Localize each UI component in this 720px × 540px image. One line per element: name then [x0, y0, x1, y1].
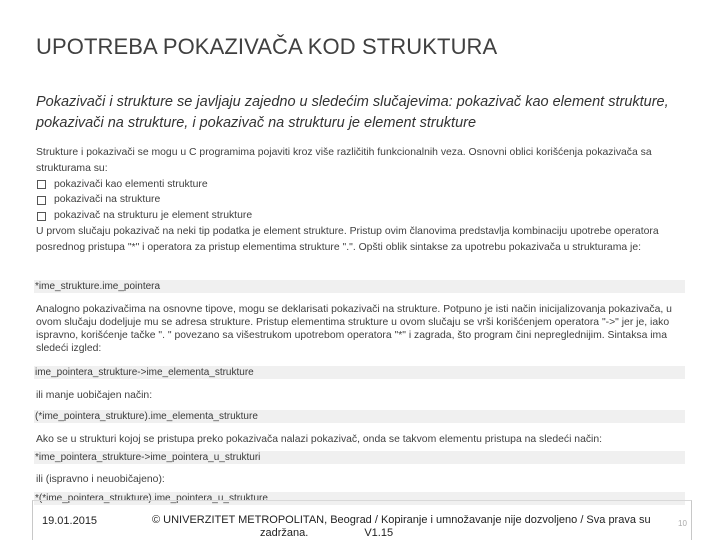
first-case-text: U prvom slučaju pokazivač na neki tip podatka je element strukture. Pristup ovim članovima predstavlja kombinaciju upotrebe operatora posrednog pristupa "*" i operatora za pristup elementima strukture ".". Opšti oblik sintakse za upotrebu pokazivača u strukturama je: [36, 225, 659, 253]
copyright-line-1: © UNIVERZITET METROPOLITAN, Beograd / Kopiranje i umnožavanje nije dozvoljeno / Sva prava su [152, 514, 651, 526]
slide-title: UPOTREBA POKAZIVAČA KOD STRUKTURA [36, 34, 498, 59]
code-snippet-5: *(*ime_pointera_strukture).ime_pointera_u_strukture [34, 492, 685, 505]
code-snippet-3: (*ime_pointera_strukture).ime_elementa_strukture [34, 410, 685, 423]
slide-subtitle: Pokazivači i strukture se javljaju zajedno u sledećim slučajevima: pokazivač kao element strukture, pokazivači na strukture, i pokazivač na strukturu je element strukture [36, 94, 669, 131]
code-snippet-1: *ime_strukture.ime_pointera [34, 280, 685, 293]
version-label: V1.15 [364, 527, 394, 539]
nested-text: Ako se u strukturi kojoj se pristupa preko pokazivača nalazi pokazivač, onda se takvom elementu pristupa na sledeći način: [36, 434, 603, 445]
list-item-label: pokazivači kao elementi strukture [54, 178, 208, 190]
list-item-label: pokazivač na strukturu je element strukture [54, 210, 253, 222]
footer-date: 19.01.2015 [42, 515, 98, 527]
usage-list [36, 177, 686, 224]
list-item [36, 208, 686, 224]
less-common-text: ili manje uobičajen način: [36, 390, 153, 401]
list-item-label: pokazivači na strukture [54, 194, 161, 206]
footer-copyright [152, 514, 687, 540]
checkbox-bullet-icon [37, 196, 46, 205]
checkbox-bullet-icon [37, 212, 46, 221]
copyright-reserved: zadržana. [260, 527, 309, 539]
copyright-line-2 [152, 527, 687, 540]
page-number: 10 [678, 519, 687, 528]
list-item [36, 177, 686, 193]
intro-text: Strukture i pokazivači se mogu u C programima pojaviti kroz više različitih funkcionalnih veza. Osnovni oblici korišćenja pokazivača sa strukturama su: [36, 147, 652, 174]
checkbox-bullet-icon [37, 180, 46, 189]
list-item [36, 192, 686, 208]
code-snippet-4: *ime_pointera_strukture->ime_pointera_u_strukturi [34, 451, 685, 464]
analog-text: Analogno pokazivačima na osnovne tipove, mogu se deklarisati pokazivači na strukture. Potpuno je isti način inicijalizovanja pokazivača, u ovom slučaju dodeljuje mu se adresa strukture. Pristup elementima strukture u ovom slučaju se vrši korišćenjem operatora "->" jer je, iako ispravno, korišćenje tačke ". " povezano sa višestrukom upotrebom operatora "*" i zagrada, što program čini nepreglednijim. Sintaksa ima sledeći izgled: [36, 304, 672, 354]
intro-block [36, 145, 686, 256]
alt-text: ili (ispravno i neuobičajeno): [36, 474, 165, 485]
code-snippet-2: ime_pointera_strukture->ime_elementa_strukture [34, 366, 685, 379]
